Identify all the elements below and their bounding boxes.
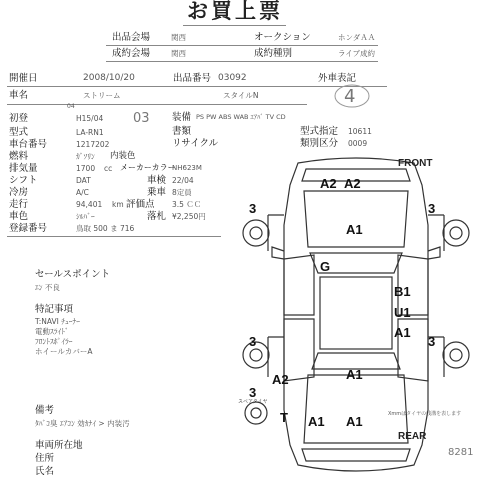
special-item-4: ホイールカバーA — [35, 347, 93, 356]
address-label: 住所 — [35, 453, 55, 464]
maker-color-value: NH623M — [172, 164, 202, 172]
interior-label: 内装色 — [110, 151, 136, 161]
venue-value: 関西 — [171, 33, 186, 42]
first-reg-hand: 03 — [133, 111, 150, 126]
name-label: 氏名 — [35, 466, 55, 477]
divider — [7, 86, 387, 87]
mark-trunk: A1 — [346, 367, 363, 382]
mileage-value: 94,401 — [76, 200, 103, 209]
carname-label: 車名 — [9, 90, 29, 101]
category-value: 0009 — [348, 139, 368, 148]
mark-front-top-left: A2 — [320, 176, 337, 191]
auction-value: ホンダＡＡ — [338, 33, 376, 42]
reg-no-label: 登録番号 — [9, 223, 48, 234]
mark-tire-fr: 3 — [428, 201, 436, 216]
contract-venue-value: 関西 — [171, 49, 186, 58]
equipment-label: 装備 — [172, 112, 192, 123]
divider — [106, 45, 378, 46]
fuel-label: 燃料 — [9, 151, 29, 162]
model-value: LA-RN1 — [76, 128, 104, 137]
maker-color-label: メーカーカラー — [120, 163, 176, 172]
books-label: 書類 — [172, 126, 192, 137]
title-underline — [183, 25, 286, 26]
handwritten-circle — [332, 82, 372, 110]
score-label: 評価点 — [126, 199, 155, 210]
recycle-label: リサイクル — [172, 138, 219, 149]
rear-label: REAR — [398, 431, 427, 442]
mark-tire-fl: 3 — [249, 201, 257, 216]
car-outline — [228, 155, 486, 480]
color-label: 車色 — [9, 211, 29, 222]
mark-rear-center: A1 — [308, 414, 325, 429]
lot-value: 03092 — [218, 73, 247, 83]
contract-type-value: ライブ成約 — [338, 49, 376, 58]
first-reg-label: 初登 — [9, 113, 29, 124]
date-label: 開催日 — [9, 73, 38, 84]
price-label: 落札 — [147, 211, 167, 222]
location-label: 車両所在地 — [35, 440, 83, 451]
color-value: ｼﾙﾊﾞｰ — [76, 212, 95, 221]
special-items-label: 特記事項 — [35, 304, 74, 315]
inspection-label: 車検 — [147, 175, 167, 186]
car-damage-diagram — [228, 155, 486, 480]
mileage-unit: km — [112, 200, 124, 209]
displacement-value: 1700 — [76, 164, 96, 173]
shift-label: シフト — [9, 175, 38, 186]
seats-value: 8定員 — [172, 188, 192, 197]
mileage-label: 走行 — [9, 199, 29, 210]
score-value: 3.5 ＣＣ — [172, 200, 202, 209]
chassis-value: 1217202 — [76, 140, 110, 149]
model-designation-value: 10611 — [348, 127, 372, 136]
mark-roof: G — [320, 259, 331, 274]
front-label: FRONT — [398, 158, 433, 169]
first-reg-small: 04 — [67, 103, 75, 110]
mark-rear-right: A1 — [346, 414, 363, 429]
shift-value: DAT — [76, 176, 91, 185]
mark-tire-rl: 3 — [249, 334, 257, 349]
displacement-unit: cc — [104, 164, 113, 173]
remarks-value: ﾀﾊﾞｺ臭 ｴｱｺﾝ 効ｶﾅｲ > 内装汚 — [35, 419, 130, 428]
date-value: 2008/10/20 — [83, 73, 135, 83]
model-designation-label: 型式指定 — [300, 126, 339, 137]
carname-value: ストリーム — [83, 91, 121, 100]
fuel-value: ｶﾞｿﾘﾝ — [76, 152, 95, 161]
spare-label: スペアタイヤ — [238, 399, 268, 405]
equipment-value: PS PW ABS WAB ｴｱﾊﾞ TV CD — [196, 113, 286, 121]
mark-front-top-right: A2 — [344, 176, 361, 191]
price-value: ¥2,250円 — [172, 212, 206, 221]
auction-label: オークション — [254, 32, 311, 43]
venue-label: 出品会場 — [112, 32, 151, 43]
mark-tire-rr: 3 — [428, 334, 436, 349]
sales-point-value: ｴﾝ 不良 — [35, 283, 60, 292]
special-item-2: 電動ｽﾗｲﾄﾞ — [35, 327, 69, 336]
plate-label: 外車表記 — [318, 73, 357, 84]
remarks-label: 備考 — [35, 405, 55, 416]
chassis-label: 車台番号 — [9, 139, 48, 150]
contract-type-label: 成約種別 — [254, 48, 293, 59]
mark-right-front-door: B1 — [394, 284, 411, 299]
mark-rear-left: T — [280, 410, 288, 425]
tire-note: Xmmはタイヤの残溝を表します — [388, 411, 462, 417]
mark-left-quarter: A2 — [272, 372, 289, 387]
sales-point-label: セールスポイント — [35, 269, 111, 280]
inspection-value: 22/04 — [172, 176, 194, 185]
mark-hood: A1 — [346, 222, 363, 237]
displacement-label: 排気量 — [9, 163, 38, 174]
seats-label: 乗車 — [147, 187, 167, 198]
grade-value: スタイルN — [223, 91, 259, 100]
mark-right-rear-door: U1 — [394, 305, 411, 320]
first-reg-value: H15/04 — [76, 114, 104, 123]
handwritten-grade: 4 — [344, 86, 356, 107]
divider — [106, 61, 378, 62]
category-label: 類別区分 — [300, 138, 339, 149]
special-item-1: T:NAVI ﾁｭｰﾅｰ — [35, 317, 81, 326]
page-title: お買上票 — [187, 0, 283, 23]
reg-no-value: 鳥取 500 ま 716 — [76, 224, 135, 233]
lot-label: 出品番号 — [173, 73, 212, 84]
ac-label: 冷房 — [9, 187, 29, 198]
model-label: 型式 — [9, 127, 29, 138]
footer-handwritten: 8281 — [448, 447, 474, 458]
mark-tire-spare: 3 — [249, 385, 257, 400]
divider — [7, 236, 221, 237]
contract-venue-label: 成約会場 — [112, 48, 151, 59]
special-item-3: ﾌﾛﾝﾄｽﾎﾟｲﾗｰ — [35, 337, 73, 346]
mark-right-pillar: A1 — [394, 325, 411, 340]
ac-value: A/C — [76, 188, 89, 197]
divider — [7, 104, 307, 105]
